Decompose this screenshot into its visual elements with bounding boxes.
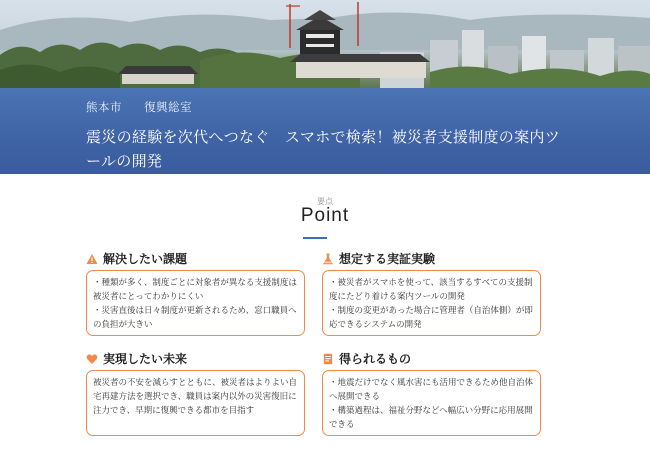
page-title: 震災の経験を次代へつなぐ スマホで検索！被災者支援制度の案内ツールの開発 (86, 128, 561, 170)
outcomes-card (322, 370, 541, 436)
organization-breadcrumb (86, 99, 210, 115)
experiment-heading (322, 250, 435, 267)
warning-icon (86, 253, 98, 265)
experiment-card (322, 270, 541, 336)
outcomes-line: ・地震だけでなく風水害にも活用できるため他自治体へ展開できる (329, 378, 534, 402)
section-subtitle: 要点 (317, 197, 333, 206)
hero-photo (0, 0, 650, 88)
document-icon (322, 353, 334, 365)
section-title: Point (300, 205, 350, 226)
organization-name: 熊本市 (86, 100, 122, 114)
issues-title: 解決したい課題 (103, 252, 188, 266)
experiment-line: ・被災者がスマホを使って、該当するすべての支援制度にたどり着ける案内ツールの開発 (329, 278, 533, 302)
future-heading (86, 350, 187, 367)
issues-card (86, 270, 305, 336)
experiment-line: ・制度の変更があった場合に管理者（自治体側）が即応できるシステムの開発 (329, 306, 533, 330)
section-divider (303, 237, 327, 239)
future-line: 被災者の不安を減らすとともに、被災者はよりよい自宅再建方法を選択でき、職員は案内以外の災害復旧に注力でき、早期に復興できる都市を目指す (93, 378, 298, 416)
heart-icon (86, 353, 98, 365)
outcomes-title: 得られるもの (339, 352, 412, 366)
outcomes-heading (322, 350, 411, 367)
future-title: 実現したい未来 (103, 352, 188, 366)
department-name: 復興総室 (144, 100, 193, 114)
experiment-title: 想定する実証実験 (339, 252, 436, 266)
issues-heading (86, 250, 187, 267)
flask-icon (322, 253, 334, 265)
outcomes-line: ・構築過程は、福祉分野などへ幅広い分野に応用展開できる (329, 406, 533, 430)
issues-line: ・災害直後は日々制度が更新されるため、窓口職員への負担が大きい (93, 306, 297, 330)
future-card (86, 370, 305, 436)
issues-line: ・種類が多く、制度ごとに対象者が異なる支援制度は被災者にとってわかりにくい (93, 278, 297, 302)
